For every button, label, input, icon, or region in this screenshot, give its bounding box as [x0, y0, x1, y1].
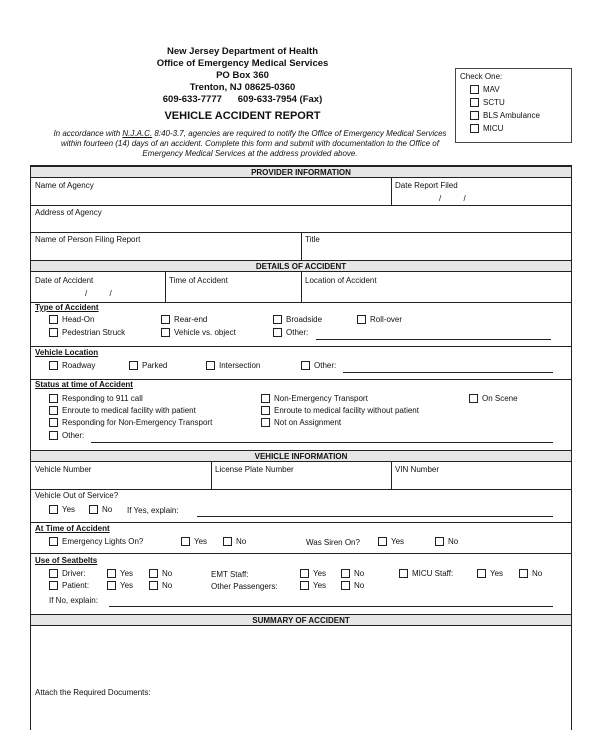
checkbox[interactable] — [206, 361, 215, 370]
provider-section-header: PROVIDER INFORMATION — [31, 166, 571, 178]
address-of-agency-label: Address of Agency — [35, 208, 102, 217]
header-line-5: 609-633-7777 609-633-7954 (Fax) — [162, 94, 323, 105]
summary-section-header: SUMMARY OF ACCIDENT — [31, 614, 571, 626]
checkbox[interactable] — [49, 361, 58, 370]
instructions — [50, 129, 450, 159]
checkbox[interactable] — [470, 85, 479, 94]
lights-no[interactable] — [223, 537, 246, 546]
type-pedestrian-struck[interactable] — [49, 328, 125, 337]
date-report-filed-label: Date Report Filed — [395, 181, 458, 190]
checkbox[interactable] — [300, 569, 309, 578]
license-plate-label: License Plate Number — [215, 465, 294, 474]
checkbox[interactable] — [49, 431, 58, 440]
option-label: MICU Staff: — [412, 569, 454, 578]
divider — [31, 346, 571, 347]
divider — [31, 489, 571, 490]
out-of-service-explain-field[interactable] — [197, 516, 553, 517]
divider — [211, 462, 212, 489]
option-label: No — [102, 505, 113, 514]
time-of-accident-label: Time of Accident — [169, 276, 228, 285]
type-other[interactable] — [273, 328, 308, 337]
option-label: Enroute to medical facility without patient — [274, 406, 419, 415]
option-label: Yes — [120, 581, 134, 590]
out-of-service-no[interactable] — [89, 505, 112, 514]
divider — [31, 553, 571, 554]
checkbox[interactable] — [181, 537, 190, 546]
details-section-header: DETAILS OF ACCIDENT — [31, 260, 571, 272]
checkbox[interactable] — [470, 124, 479, 133]
type-head-on[interactable] — [49, 315, 94, 324]
check-option-bls[interactable] — [470, 111, 567, 120]
status-responding-911[interactable] — [49, 394, 143, 403]
date-report-filed-field[interactable]: / / — [439, 194, 466, 203]
option-label: Rear-end — [174, 315, 208, 324]
checkbox[interactable] — [129, 361, 138, 370]
checkbox[interactable] — [470, 98, 479, 107]
instructions-body: 8:40-3.7, agencies are required to notify the Office of Emergency Medical Services within fourteen (14) days of an accident. Complete this form and submit with documentation to the Office of Emergency Medical Services at the address provided above. — [61, 129, 447, 158]
divider — [31, 302, 571, 303]
option-label: Other: — [62, 431, 85, 440]
status-not-on-assignment[interactable] — [261, 418, 341, 427]
option-label: Yes — [490, 569, 504, 578]
location-of-accident-label: Location of Accident — [305, 276, 377, 285]
header-line-2: Office of Emergency Medical Services — [156, 58, 329, 69]
divider — [301, 272, 302, 302]
checkbox[interactable] — [107, 581, 116, 590]
header-line-3: PO Box 360 — [216, 70, 269, 81]
option-label: Yes — [313, 581, 327, 590]
seatbelt-patient[interactable] — [49, 581, 89, 590]
checkbox[interactable] — [341, 569, 350, 578]
location-roadway[interactable] — [49, 361, 95, 370]
type-vehicle-vs-object[interactable] — [161, 328, 236, 337]
option-label: Responding to 911 call — [62, 394, 143, 403]
option-label: No — [532, 569, 543, 578]
date-of-accident-field[interactable]: / / — [85, 289, 112, 298]
checkbox[interactable] — [49, 505, 58, 514]
location-intersection[interactable] — [206, 361, 260, 370]
checkbox[interactable] — [223, 537, 232, 546]
option-label: Not on Assignment — [274, 418, 342, 427]
vehicle-number-label: Vehicle Number — [35, 465, 92, 474]
checkbox[interactable] — [49, 537, 58, 546]
checkbox[interactable] — [470, 111, 479, 120]
checkbox[interactable] — [399, 569, 408, 578]
attach-documents-label: Attach the Required Documents: — [35, 688, 151, 697]
header-line-1: New Jersey Department of Health — [167, 46, 318, 57]
checkbox[interactable] — [435, 537, 444, 546]
option-label: Yes — [391, 537, 405, 546]
divider — [165, 272, 166, 302]
siren-yes[interactable] — [378, 537, 404, 546]
type-rear-end[interactable] — [161, 315, 207, 324]
seatbelt-micu[interactable] — [399, 569, 453, 578]
checkbox[interactable] — [49, 315, 58, 324]
checkbox[interactable] — [301, 361, 310, 370]
checkbox[interactable] — [49, 328, 58, 337]
seatbelt-driver[interactable] — [49, 569, 86, 578]
checkbox[interactable] — [273, 315, 282, 324]
summary-text-area[interactable] — [31, 627, 571, 687]
option-label: Broadside — [286, 315, 323, 324]
type-broadside[interactable] — [273, 315, 322, 324]
checkbox[interactable] — [161, 315, 170, 324]
emt-yes[interactable] — [300, 569, 326, 578]
option-label: BLS Ambulance — [483, 111, 540, 120]
status-non-emergency-transport[interactable] — [261, 394, 368, 403]
emt-no[interactable] — [341, 569, 364, 578]
name-of-agency-label: Name of Agency — [35, 181, 94, 190]
checkbox[interactable] — [49, 581, 58, 590]
driver-no[interactable] — [149, 569, 172, 578]
option-label: Non-Emergency Transport — [274, 394, 368, 403]
seatbelts-heading: Use of Seatbelts — [35, 556, 98, 565]
other-passengers-label: Other Passengers: — [211, 582, 278, 591]
status-heading: Status at time of Accident — [35, 380, 133, 389]
option-label: Enroute to medical facility with patient — [62, 406, 196, 415]
letterhead — [100, 46, 385, 106]
option-label: Other: — [314, 361, 337, 370]
checkbox[interactable] — [378, 537, 387, 546]
option-label: Yes — [313, 569, 327, 578]
divider — [31, 522, 571, 523]
checkbox[interactable] — [519, 569, 528, 578]
siren-no[interactable] — [435, 537, 458, 546]
option-label: No — [162, 569, 173, 578]
status-on-scene[interactable] — [469, 394, 518, 403]
status-enroute-with-patient[interactable] — [49, 406, 196, 415]
title-label: Title — [305, 235, 320, 244]
checkbox[interactable] — [149, 569, 158, 578]
instructions-njac: N.J.A.C. — [122, 129, 153, 138]
patient-no[interactable] — [149, 581, 172, 590]
vehicle-location-heading: Vehicle Location — [35, 348, 99, 357]
checkbox[interactable] — [149, 581, 158, 590]
checkbox[interactable] — [49, 394, 58, 403]
vin-number-label: VIN Number — [395, 465, 440, 474]
header-line-4: Trenton, NJ 08625-0360 — [189, 82, 296, 93]
option-label: No — [236, 537, 247, 546]
checkbox[interactable] — [89, 505, 98, 514]
checkbox[interactable] — [49, 418, 58, 427]
option-label: Yes — [62, 505, 76, 514]
name-of-person-label: Name of Person Filing Report — [35, 235, 141, 244]
divider — [301, 232, 302, 260]
checkbox[interactable] — [341, 581, 350, 590]
option-label: Responding for Non-Emergency Transport — [62, 418, 213, 427]
option-label: Pedestrian Struck — [62, 328, 126, 337]
option-label: Patient: — [62, 581, 90, 590]
report-form — [30, 165, 572, 730]
checkbox[interactable] — [273, 328, 282, 337]
emergency-lights[interactable] — [49, 537, 143, 546]
other-no[interactable] — [341, 581, 364, 590]
checkbox[interactable] — [357, 315, 366, 324]
divider — [391, 178, 392, 205]
driver-yes[interactable] — [107, 569, 133, 578]
check-option-micu[interactable] — [470, 124, 567, 133]
check-option-mav[interactable] — [470, 85, 567, 94]
out-of-service-yes[interactable] — [49, 505, 75, 514]
option-label: MICU — [483, 124, 504, 133]
status-other-field[interactable] — [91, 442, 553, 443]
divider — [391, 462, 392, 489]
option-label: Yes — [120, 569, 134, 578]
check-option-sctu[interactable] — [470, 98, 567, 107]
type-of-accident-heading: Type of Accident — [35, 303, 99, 312]
type-other-field[interactable] — [316, 339, 551, 340]
check-one-label: Check One: — [460, 72, 503, 81]
option-label: Driver: — [62, 569, 86, 578]
checkbox[interactable] — [107, 569, 116, 578]
micu-yes[interactable] — [477, 569, 503, 578]
lights-yes[interactable] — [181, 537, 207, 546]
status-other[interactable] — [49, 431, 84, 440]
checkbox[interactable] — [261, 406, 270, 415]
option-label: Other: — [286, 328, 309, 337]
patient-yes[interactable] — [107, 581, 133, 590]
location-other[interactable] — [301, 361, 336, 370]
status-enroute-without-patient[interactable] — [261, 406, 419, 415]
option-label: Yes — [194, 537, 208, 546]
option-label: No — [162, 581, 173, 590]
check-one-box — [455, 68, 572, 143]
date-of-accident-label: Date of Accident — [35, 276, 94, 285]
option-label: Roadway — [62, 361, 96, 370]
checkbox[interactable] — [469, 394, 478, 403]
out-of-service-explain-label: If Yes, explain: — [127, 506, 179, 515]
checkbox[interactable] — [477, 569, 486, 578]
option-label: Vehicle vs. object — [174, 328, 236, 337]
location-parked[interactable] — [129, 361, 167, 370]
type-roll-over[interactable] — [357, 315, 402, 324]
checkbox[interactable] — [161, 328, 170, 337]
option-label: Emergency Lights On? — [62, 537, 144, 546]
option-label: Intersection — [219, 361, 261, 370]
siren-label: Was Siren On? — [306, 538, 360, 547]
seatbelt-explain-label: If No, explain: — [49, 596, 98, 605]
emt-staff-label: EMT Staff: — [211, 570, 249, 579]
divider — [31, 205, 571, 206]
checkbox[interactable] — [49, 406, 58, 415]
out-of-service-label: Vehicle Out of Service? — [35, 491, 119, 500]
report-title: VEHICLE ACCIDENT REPORT — [164, 110, 321, 122]
micu-no[interactable] — [519, 569, 542, 578]
checkbox[interactable] — [261, 394, 270, 403]
option-label: Parked — [142, 361, 168, 370]
location-other-field[interactable] — [343, 372, 553, 373]
option-label: No — [354, 569, 365, 578]
vehicle-section-header: VEHICLE INFORMATION — [31, 450, 571, 462]
instructions-prefix: In accordance with — [53, 129, 123, 138]
checkbox[interactable] — [300, 581, 309, 590]
option-label: SCTU — [483, 98, 505, 107]
status-responding-non-emergency[interactable] — [49, 418, 212, 427]
other-yes[interactable] — [300, 581, 326, 590]
option-label: No — [354, 581, 365, 590]
option-label: MAV — [483, 85, 500, 94]
option-label: No — [448, 537, 459, 546]
seatbelt-explain-field[interactable] — [109, 606, 553, 607]
checkbox[interactable] — [49, 569, 58, 578]
checkbox[interactable] — [261, 418, 270, 427]
option-label: Head-On — [62, 315, 95, 324]
at-time-heading: At Time of Accident — [35, 524, 110, 533]
option-label: Roll-over — [370, 315, 403, 324]
option-label: On Scene — [482, 394, 518, 403]
